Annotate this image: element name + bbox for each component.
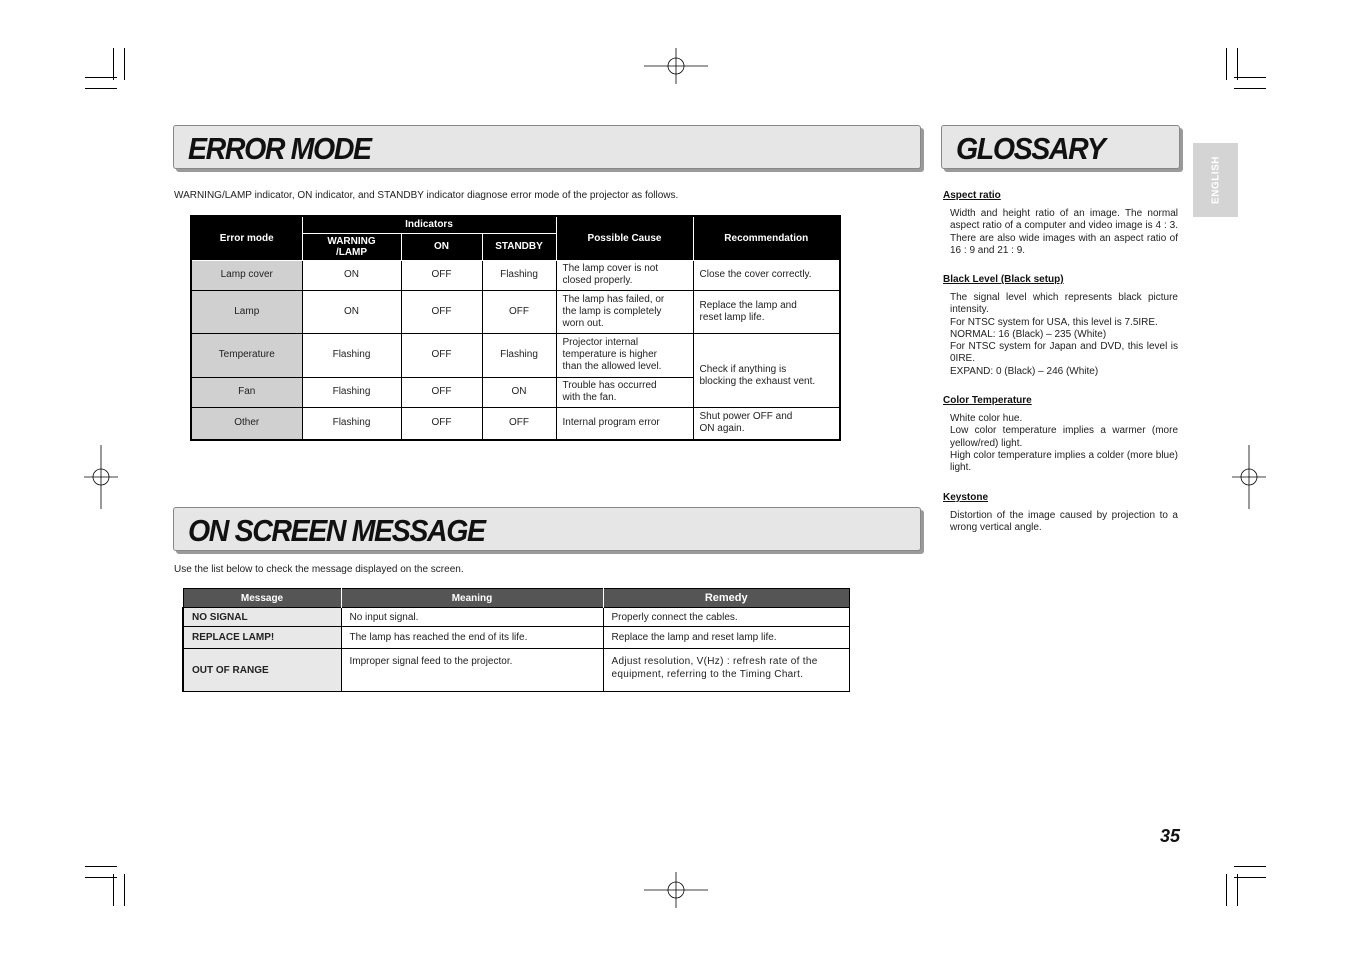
table-row [191,407,840,440]
glossary-term: Color Temperature [943,395,1032,406]
on-cell: OFF [401,290,482,333]
col-meaning: Meaning [341,589,603,608]
table-row [183,608,850,627]
message-cell: NO SIGNAL [183,608,341,627]
error-mode-table [190,215,841,441]
cause-cell: The lamp has failed, or the lamp is completely worn out. [556,290,693,333]
glossary-definition: Width and height ratio of an image. The normal aspect ratio of a computer and video image is 4 : 3. There are also wide images with an aspect ratio of 16 : 9 and 21 : 9. [950,208,1178,256]
on-screen-message-title: ON SCREEN MESSAGE [188,513,485,548]
col-possible-cause: Possible Cause [556,216,693,260]
table-row [191,333,840,377]
registration-mark-top [644,48,708,84]
cause-cell: Internal program error [556,407,693,440]
on-cell: OFF [401,407,482,440]
error-mode-intro: WARNING/LAMP indicator, ON indicator, and STANDBY indicator diagnose error mode of the projector as follows. [174,190,679,201]
error-mode-cell: Other [191,407,302,440]
standby-cell: OFF [482,290,556,333]
language-tab [1193,143,1238,217]
on-screen-message-table [182,588,850,692]
standby-cell: OFF [482,407,556,440]
glossary-title: GLOSSARY [956,131,1105,166]
remedy-cell: Adjust resolution, V(Hz) : refresh rate of the equipment, referring to the Timing Chart. [603,649,850,692]
error-mode-header [173,125,921,169]
standby-cell: Flashing [482,333,556,377]
warning-cell: Flashing [302,377,401,407]
table-row [191,260,840,290]
col-recommendation: Recommendation [693,216,840,260]
on-cell: OFF [401,333,482,377]
error-mode-title: ERROR MODE [188,131,371,166]
cause-cell: Projector internal temperature is higher than the allowed level. [556,333,693,377]
message-cell: REPLACE LAMP! [183,627,341,649]
on-screen-message-header [173,507,921,551]
recommendation-cell: Replace the lamp and reset lamp life. [693,290,840,333]
error-mode-cell: Lamp [191,290,302,333]
col-indicators: Indicators [302,216,556,233]
glossary-term: Black Level (Black setup) [943,274,1064,285]
meaning-cell: No input signal. [341,608,603,627]
col-warning-lamp-line1: WARNING [327,235,376,247]
warning-cell: ON [302,260,401,290]
warning-cell: Flashing [302,407,401,440]
registration-mark-bottom [644,872,708,908]
col-error-mode: Error mode [191,216,302,260]
col-warning-lamp [302,233,401,260]
meaning-cell: The lamp has reached the end of its life. [341,627,603,649]
glossary-definition: White color hue. Low color temperature implies a warmer (more yellow/red) light. High color temperature implies a colder (more blue) light. [950,413,1178,474]
glossary-header [941,125,1180,169]
on-cell: OFF [401,260,482,290]
table-row [191,290,840,333]
col-remedy: Remedy [603,589,850,608]
cause-cell: The lamp cover is not closed properly. [556,260,693,290]
remedy-cell: Replace the lamp and reset lamp life. [603,627,850,649]
meaning-cell: Improper signal feed to the projector. [341,649,603,692]
col-warning-lamp-line2: /LAMP [335,246,368,258]
page-number: 35 [1160,826,1181,846]
table-row [183,649,850,692]
on-cell: OFF [401,377,482,407]
on-screen-message-intro: Use the list below to check the message displayed on the screen. [174,564,464,575]
recommendation-cell: Check if anything is blocking the exhaust vent. [693,333,840,407]
recommendation-cell: Shut power OFF and ON again. [693,407,840,440]
message-cell: OUT OF RANGE [183,649,341,692]
col-standby: STANDBY [482,233,556,260]
error-mode-cell: Fan [191,377,302,407]
standby-cell: Flashing [482,260,556,290]
warning-cell: Flashing [302,333,401,377]
error-mode-cell: Temperature [191,333,302,377]
standby-cell: ON [482,377,556,407]
glossary-term: Keystone [943,492,989,503]
glossary-definition: The signal level which represents black picture intensity. For NTSC system for USA, this level is 7.5IRE. NORMAL: 16 (Black) – 235 (White) For NTSC system for Japan and DVD, this level is 0IRE. EXPAND: 0 (Black) – 246 (White) [950,292,1178,377]
warning-cell: ON [302,290,401,333]
registration-mark-left [84,445,118,509]
recommendation-cell: Close the cover correctly. [693,260,840,290]
col-message: Message [183,589,341,608]
glossary-term: Aspect ratio [943,190,1001,201]
cause-cell: Trouble has occurred with the fan. [556,377,693,407]
glossary-definition: Distortion of the image caused by projection to a wrong vertical angle. [950,510,1178,534]
table-row [183,627,850,649]
language-tab-label: ENGLISH [1210,156,1221,204]
remedy-cell: Properly connect the cables. [603,608,850,627]
registration-mark-right [1232,445,1266,509]
col-on: ON [401,233,482,260]
error-mode-cell: Lamp cover [191,260,302,290]
